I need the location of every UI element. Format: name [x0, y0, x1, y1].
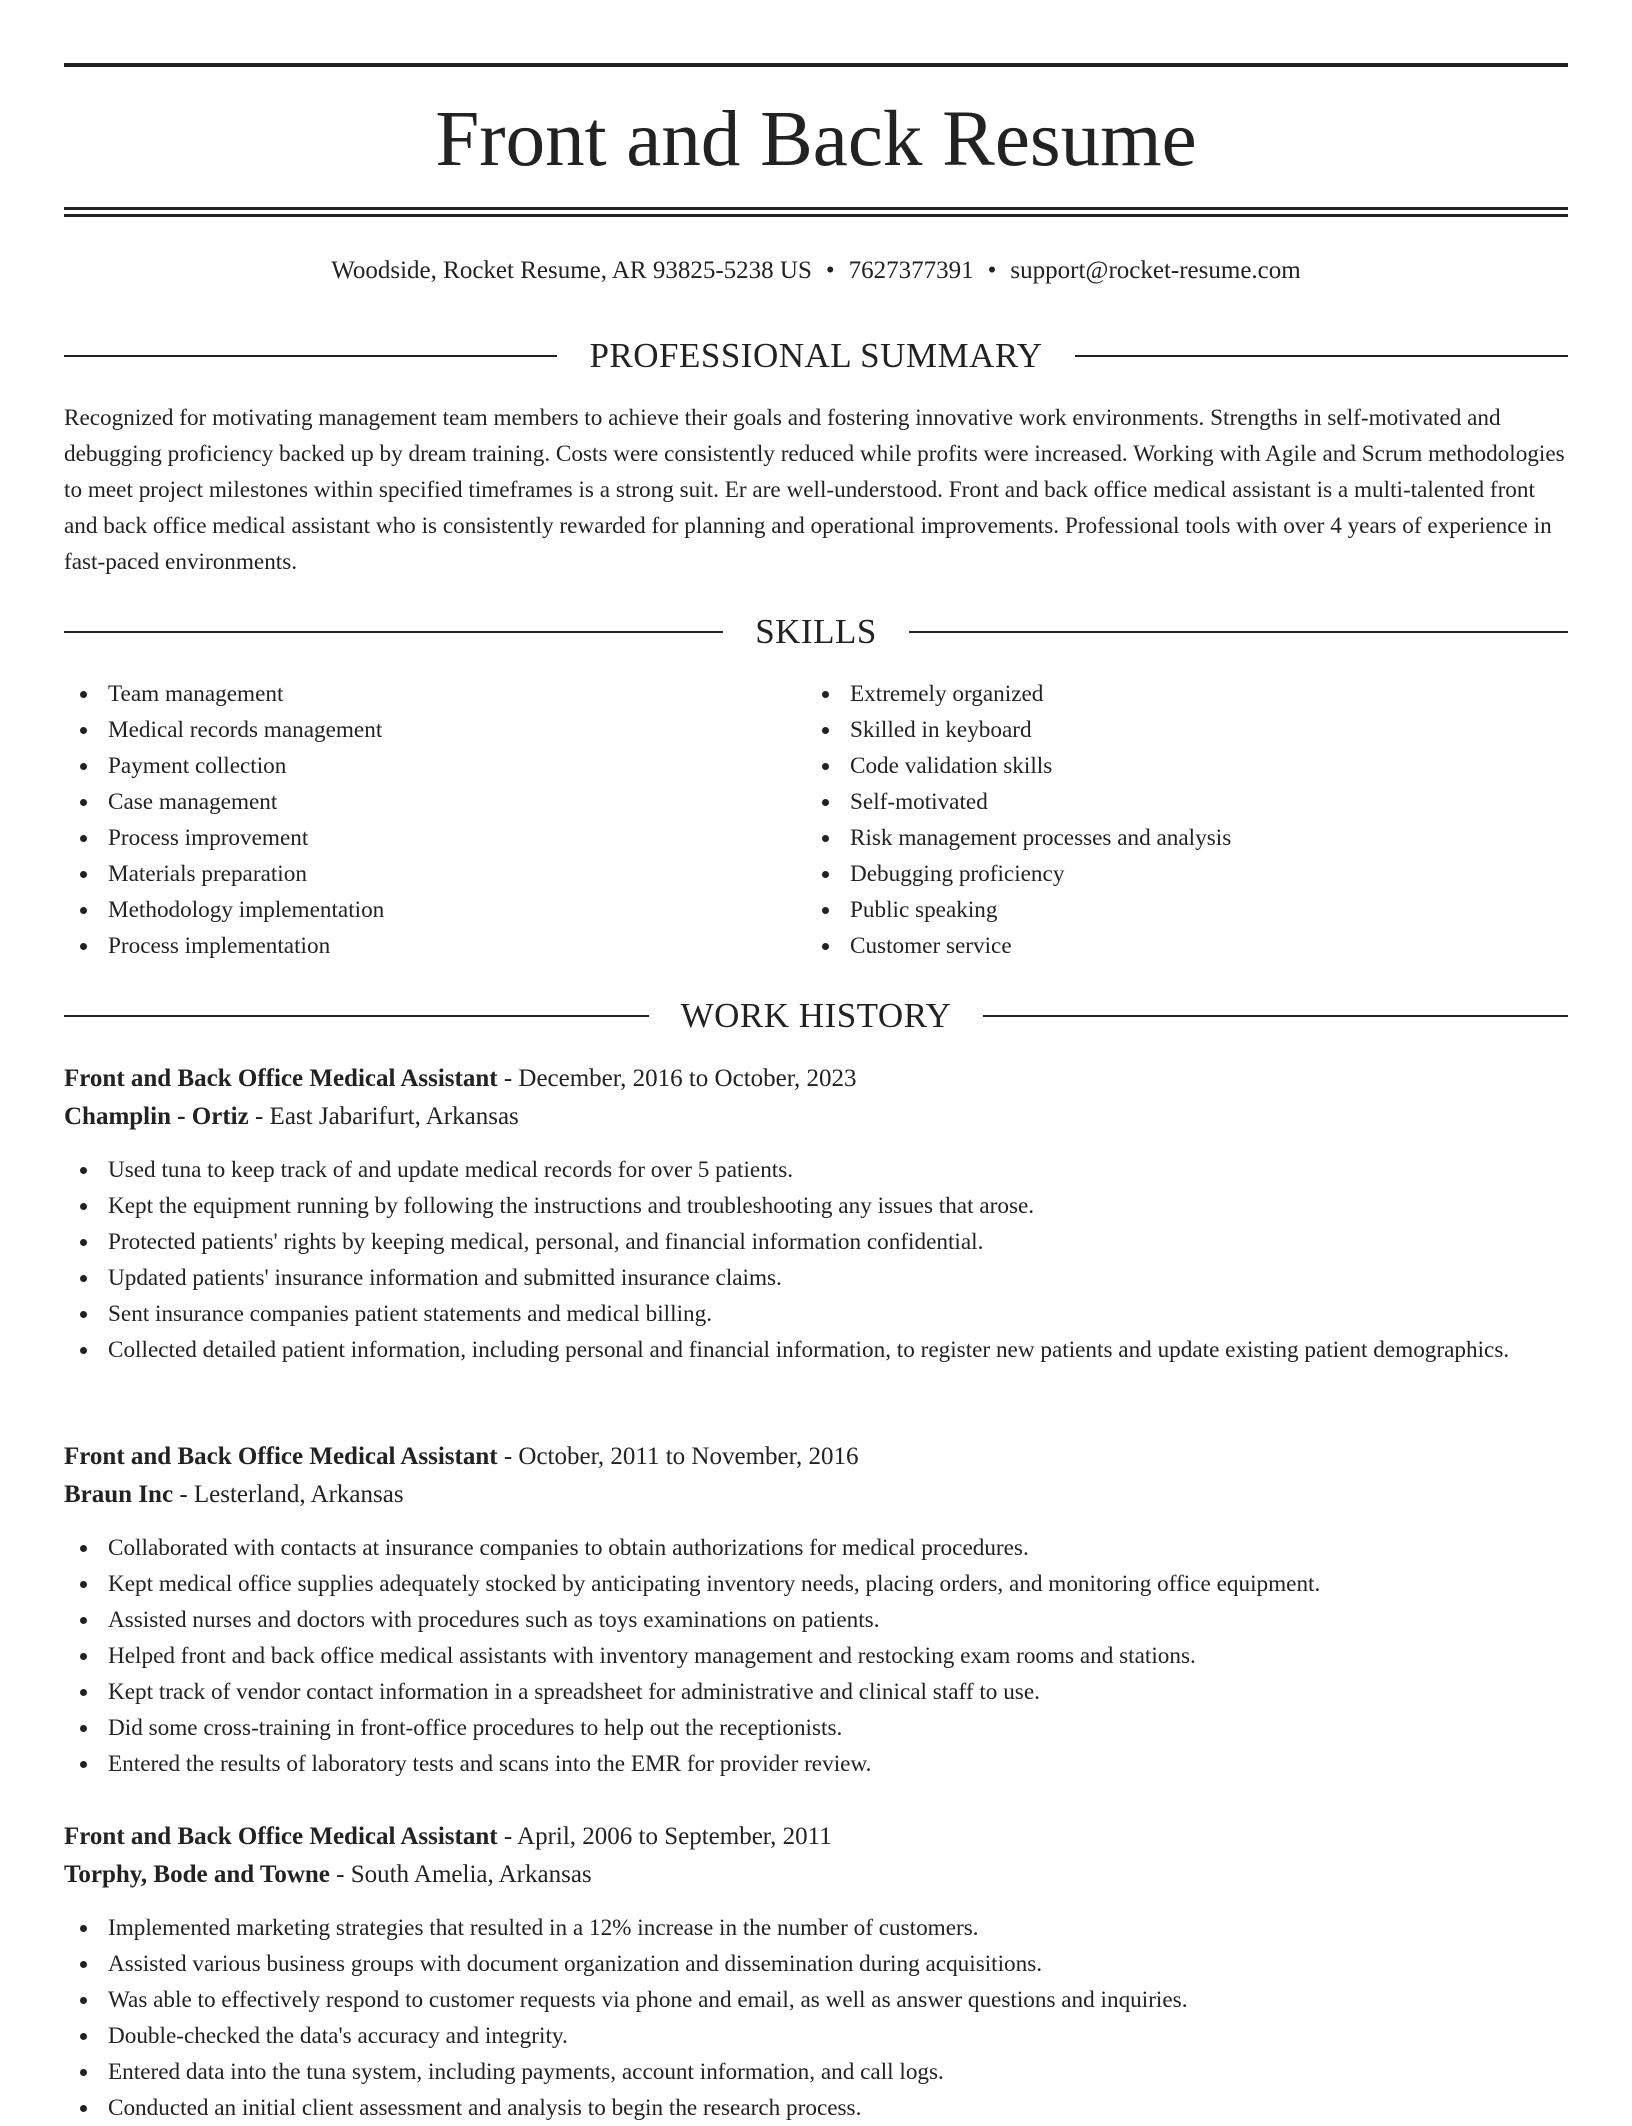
job-bullet: Protected patients' rights by keeping medical, personal, and financial information confidential.: [64, 1224, 1568, 1260]
job-title: Front and Back Office Medical Assistant: [64, 1823, 498, 1850]
job-bullet: Kept track of vendor contact information in a spreadsheet for administrative and clinical staff to use.: [64, 1674, 1568, 1710]
resume-name: Front and Back Resume: [435, 96, 1197, 183]
job-bullet: Implemented marketing strategies that resulted in a 12% increase in the number of customers.: [64, 1910, 1568, 1946]
job-company-line: [64, 1856, 1568, 1894]
heading-rule-left: [64, 631, 723, 633]
job-company-line: [64, 1098, 1568, 1136]
job-bullet: Helped front and back office medical assistants with inventory management and restocking exam rooms and stations.: [64, 1638, 1568, 1674]
heading-rule-right: [983, 1015, 1568, 1017]
skill-item: Materials preparation: [64, 856, 804, 892]
top-rule: [64, 63, 1568, 67]
contact-separator: •: [825, 257, 835, 284]
skills-list-right: [806, 676, 1568, 964]
job-company: Torphy, Bode and Towne: [64, 1861, 330, 1888]
job-location: - Lesterland, Arkansas: [173, 1481, 404, 1508]
job-bullet: Collaborated with contacts at insurance companies to obtain authorizations for medical procedures.: [64, 1530, 1568, 1566]
job-bullet: Conducted an initial client assessment and analysis to begin the research process.: [64, 2090, 1568, 2126]
skill-item: Public speaking: [806, 892, 1568, 928]
skill-item: Payment collection: [64, 748, 804, 784]
skill-item: Process implementation: [64, 928, 804, 964]
contact-line: [64, 253, 1568, 289]
contact-phone: 7627377391: [848, 257, 974, 284]
job-bullet: Sent insurance companies patient statements and medical billing.: [64, 1296, 1568, 1332]
job-dates: - December, 2016 to October, 2023: [497, 1065, 857, 1092]
skill-item: Extremely organized: [806, 676, 1568, 712]
skills-heading-text: SKILLS: [755, 612, 877, 651]
job-entry: [64, 1818, 1568, 2126]
job-bullet: Assisted nurses and doctors with procedures such as toys examinations on patients.: [64, 1602, 1568, 1638]
summary-heading-text: PROFESSIONAL SUMMARY: [589, 336, 1043, 375]
job-title: Front and Back Office Medical Assistant: [64, 1443, 498, 1470]
skill-item: Self-motivated: [806, 784, 1568, 820]
heading-rule-right: [909, 631, 1568, 633]
job-location: - South Amelia, Arkansas: [329, 1861, 592, 1888]
skill-item: Methodology implementation: [64, 892, 804, 928]
contact-address: Woodside, Rocket Resume, AR 93825-5238 US: [331, 257, 812, 284]
job-title: Front and Back Office Medical Assistant: [64, 1065, 498, 1092]
job-dates: - April, 2006 to September, 2011: [497, 1823, 832, 1850]
job-bullet: Did some cross-training in front-office procedures to help out the receptionists.: [64, 1710, 1568, 1746]
job-bullet: Entered the results of laboratory tests and scans into the EMR for provider review.: [64, 1746, 1568, 1782]
job-bullet: Assisted various business groups with document organization and dissemination during acquisitions.: [64, 1946, 1568, 1982]
job-company: Champlin - Ortiz: [64, 1103, 249, 1130]
job-bullet: Collected detailed patient information, including personal and financial information, to register new patients and update existing patient demographics.: [64, 1332, 1568, 1368]
skill-item: Process improvement: [64, 820, 804, 856]
skill-item: Risk management processes and analysis: [806, 820, 1568, 856]
heading-rule-left: [64, 1015, 649, 1017]
skill-item: Skilled in keyboard: [806, 712, 1568, 748]
job-location: - East Jabarifurt, Arkansas: [248, 1103, 519, 1130]
job-bullet: Entered data into the tuna system, including payments, account information, and call logs.: [64, 2054, 1568, 2090]
job-title-line: [64, 1060, 1568, 1098]
job-company: Braun Inc: [64, 1481, 174, 1508]
job-bullet: Kept the equipment running by following the instructions and troubleshooting any issues that arose.: [64, 1188, 1568, 1224]
work-heading: [64, 994, 1568, 1038]
job-bullets: [64, 1910, 1568, 2126]
contact-email: support@rocket-resume.com: [1010, 257, 1301, 284]
work-heading-text: WORK HISTORY: [680, 996, 952, 1035]
summary-heading: [64, 334, 1568, 378]
job-bullet: Used tuna to keep track of and update medical records for over 5 patients.: [64, 1152, 1568, 1188]
skill-item: Customer service: [806, 928, 1568, 964]
job-company-line: [64, 1476, 1568, 1514]
job-bullet: Updated patients' insurance information and submitted insurance claims.: [64, 1260, 1568, 1296]
job-bullet: Double-checked the data's accuracy and integrity.: [64, 2018, 1568, 2054]
job-bullets: [64, 1530, 1568, 1782]
heading-rule-left: [64, 355, 557, 357]
job-entry: [64, 1438, 1568, 1782]
heading-rule-right: [1075, 355, 1568, 357]
skill-item: Debugging proficiency: [806, 856, 1568, 892]
job-entry: [64, 1060, 1568, 1368]
skill-item: Case management: [64, 784, 804, 820]
skills-heading: [64, 610, 1568, 654]
skill-item: Medical records management: [64, 712, 804, 748]
job-bullet: Was able to effectively respond to customer requests via phone and email, as well as answer questions and inquiries.: [64, 1982, 1568, 2018]
skills-list-left: [64, 676, 804, 964]
skill-item: Code validation skills: [806, 748, 1568, 784]
job-bullet: Kept medical office supplies adequately stocked by anticipating inventory needs, placing orders, and monitoring office equipment.: [64, 1566, 1568, 1602]
contact-separator: •: [987, 257, 997, 284]
job-bullets: [64, 1152, 1568, 1368]
double-rule: [64, 207, 1568, 217]
summary-text: Recognized for motivating management team members to achieve their goals and fostering innovative work environments. Strengths in self-motivated and debugging proficiency backed up by dream training. Costs were consistently reduced while profits were increased. Working with Agile and Scrum methodologies to meet project milestones within specified timeframes is a strong suit. Er are well-understood. Front and back office medical assistant is a multi-talented front and back office medical assistant who is consistently rewarded for planning and operational improvements. Professional tools with over 4 years of experience in fast-paced environments.: [64, 405, 1565, 575]
job-title-line: [64, 1818, 1568, 1856]
job-title-line: [64, 1438, 1568, 1476]
skill-item: Team management: [64, 676, 804, 712]
job-dates: - October, 2011 to November, 2016: [497, 1443, 859, 1470]
